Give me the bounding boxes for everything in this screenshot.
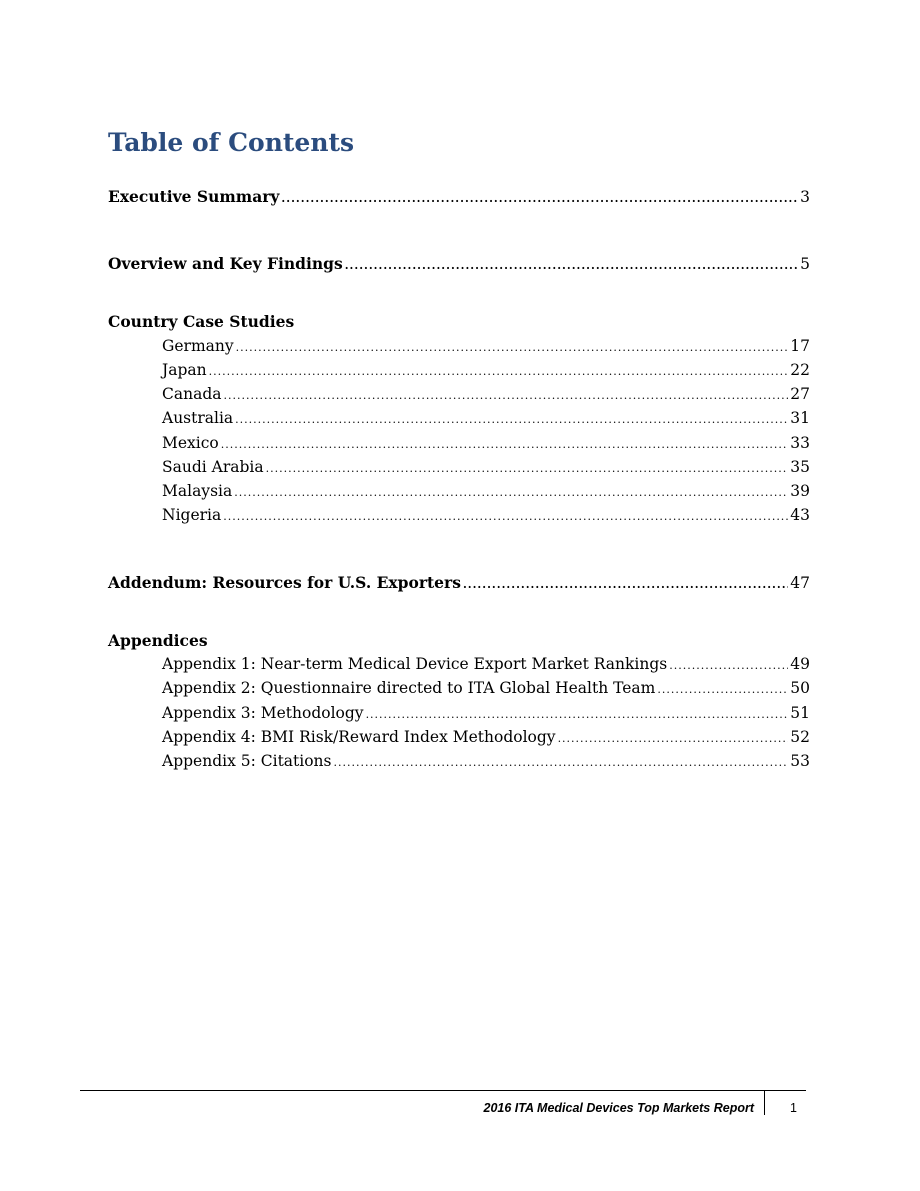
toc-leader-dots — [236, 341, 789, 354]
footer-page-number: 1 — [790, 1101, 797, 1115]
toc-entry-page: 43 — [790, 506, 810, 524]
toc-entry-label: Appendix 4: BMI Risk/Reward Index Methodology — [162, 728, 556, 746]
toc-leader-dots — [334, 756, 789, 769]
toc-entry-appendix-2[interactable] — [162, 679, 810, 697]
footer-separator — [764, 1091, 765, 1115]
toc-entry-page: 51 — [790, 704, 810, 722]
toc-entry-appendix-4[interactable] — [162, 728, 810, 746]
toc-leader-dots — [209, 365, 789, 378]
toc-entry-page: 39 — [790, 482, 810, 500]
page-title: Table of Contents — [108, 128, 355, 157]
toc-entry-label: Saudi Arabia — [162, 458, 264, 476]
toc-entry-label: Appendix 5: Citations — [162, 752, 332, 770]
toc-leader-dots — [281, 192, 798, 205]
toc-entry-label: Australia — [162, 409, 234, 427]
toc-entry-saudi-arabia[interactable] — [162, 458, 810, 476]
toc-entry-label: Mexico — [162, 434, 219, 452]
toc-entry-page: 52 — [790, 728, 810, 746]
toc-leader-dots — [463, 578, 788, 591]
toc-entry-page: 22 — [790, 361, 810, 379]
toc-entry-japan[interactable] — [162, 361, 810, 379]
toc-entry-executive-summary[interactable] — [108, 187, 810, 206]
toc-entry-page: 50 — [790, 679, 810, 697]
toc-entry-label: Germany — [162, 337, 234, 355]
toc-leader-dots — [221, 438, 789, 451]
toc-entry-page: 3 — [800, 188, 810, 206]
toc-entry-appendix-3[interactable] — [162, 704, 810, 722]
toc-leader-dots — [366, 708, 789, 721]
country-case-studies-heading: Country Case Studies — [108, 312, 295, 331]
toc-entry-nigeria[interactable] — [162, 506, 810, 524]
toc-entry-malaysia[interactable] — [162, 482, 810, 500]
toc-entry-overview[interactable] — [108, 254, 810, 273]
toc-leader-dots — [224, 389, 789, 402]
toc-entry-page: 49 — [790, 655, 810, 673]
toc-entry-page: 27 — [790, 385, 810, 403]
toc-leader-dots — [266, 462, 789, 475]
toc-leader-dots — [345, 259, 798, 272]
toc-leader-dots — [669, 659, 788, 672]
appendices-heading: Appendices — [108, 631, 208, 650]
toc-entry-mexico[interactable] — [162, 434, 810, 452]
toc-entry-page: 33 — [790, 434, 810, 452]
toc-leader-dots — [657, 683, 788, 696]
toc-leader-dots — [234, 486, 788, 499]
toc-entry-label: Appendix 2: Questionnaire directed to ITA Global Health Team — [162, 679, 656, 697]
toc-entry-appendix-1[interactable] — [162, 655, 810, 673]
toc-entry-label: Nigeria — [162, 506, 222, 524]
toc-leader-dots — [558, 732, 789, 745]
toc-entry-label: Canada — [162, 385, 222, 403]
toc-entry-australia[interactable] — [162, 409, 810, 427]
toc-entry-page: 31 — [790, 409, 810, 427]
toc-leader-dots — [235, 413, 788, 426]
toc-entry-page: 5 — [800, 255, 810, 273]
toc-entry-germany[interactable] — [162, 337, 810, 355]
footer-report-title: 2016 ITA Medical Devices Top Markets Report — [483, 1101, 754, 1115]
toc-entry-page: 35 — [790, 458, 810, 476]
toc-entry-addendum[interactable] — [108, 573, 810, 592]
toc-entry-label: Malaysia — [162, 482, 233, 500]
toc-leader-dots — [223, 510, 788, 523]
toc-entry-page: 53 — [790, 752, 810, 770]
toc-entry-label: Appendix 3: Methodology — [162, 704, 364, 722]
toc-entry-label: Appendix 1: Near-term Medical Device Export Market Rankings — [162, 655, 668, 673]
toc-entry-page: 47 — [790, 574, 810, 592]
toc-entry-label: Addendum: Resources for U.S. Exporters — [108, 573, 461, 592]
toc-entry-appendix-5[interactable] — [162, 752, 810, 770]
toc-entry-label: Japan — [162, 361, 207, 379]
footer-divider — [80, 1090, 806, 1091]
toc-entry-label: Overview and Key Findings — [108, 254, 343, 273]
toc-entry-label: Executive Summary — [108, 187, 280, 206]
toc-entry-canada[interactable] — [162, 385, 810, 403]
toc-entry-page: 17 — [790, 337, 810, 355]
